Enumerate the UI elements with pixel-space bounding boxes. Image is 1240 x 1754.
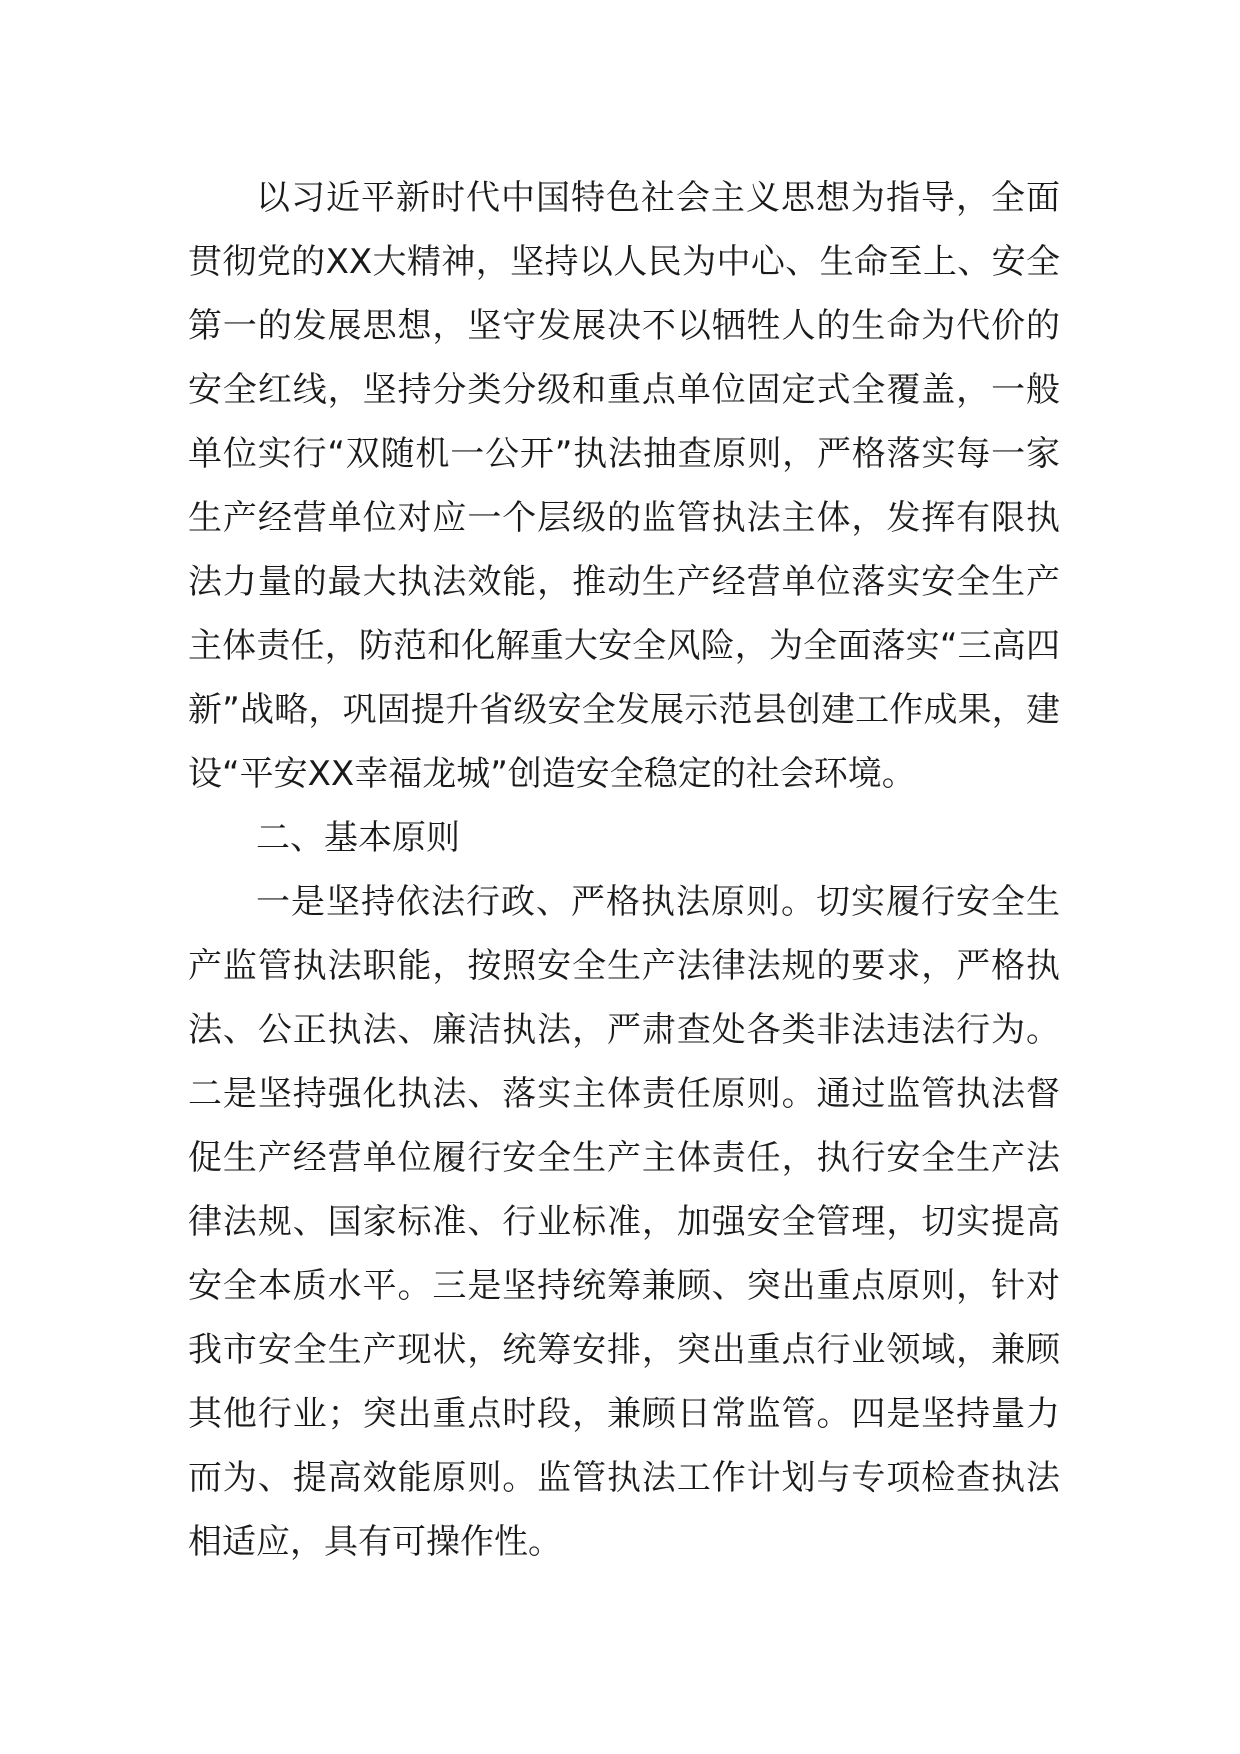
section-heading-basic-principles: 二、基本原则: [256, 818, 460, 858]
guiding-ideology-paragraph: 以习近平新时代中国特色社会主义思想为指导，全面贯彻党的XX大精神，坚持以人民为中心、生命至上、安全第一的发展思想，坚守发展决不以牺牲人的生命为代价的安全红线，坚持分类分级和重点单位固定式全覆盖，一般单位实行“双随机一公开”执法抽查原则，严格落实每一家生产经营单位对应一个层级的监管执法主体，发挥有限执法力量的最大执法效能，推动生产经营单位落实安全生产主体责任，防范和化解重大安全风险，为全面落实“三高四新”战略，巩固提升省级安全发展示范县创建工作成果，建设“平安XX幸福龙城”创造安全稳定的社会环境。: [188, 178, 1060, 794]
document-body: [188, 166, 1060, 1574]
basic-principles-paragraph: 一是坚持依法行政、严格执法原则。切实履行安全生产监管执法职能，按照安全生产法律法规的要求，严格执法、公正执法、廉洁执法，严肃查处各类非法违法行为。二是坚持强化执法、落实主体责任原则。通过监管执法督促生产经营单位履行安全生产主体责任，执行安全生产法律法规、国家标准、行业标准，加强安全管理，切实提高安全本质水平。三是坚持统筹兼顾、突出重点原则，针对我市安全生产现状，统筹安排，突出重点行业领域，兼顾其他行业；突出重点时段，兼顾日常监管。四是坚持量力而为、提高效能原则。监管执法工作计划与专项检查执法相适应，具有可操作性。: [188, 882, 1060, 1562]
